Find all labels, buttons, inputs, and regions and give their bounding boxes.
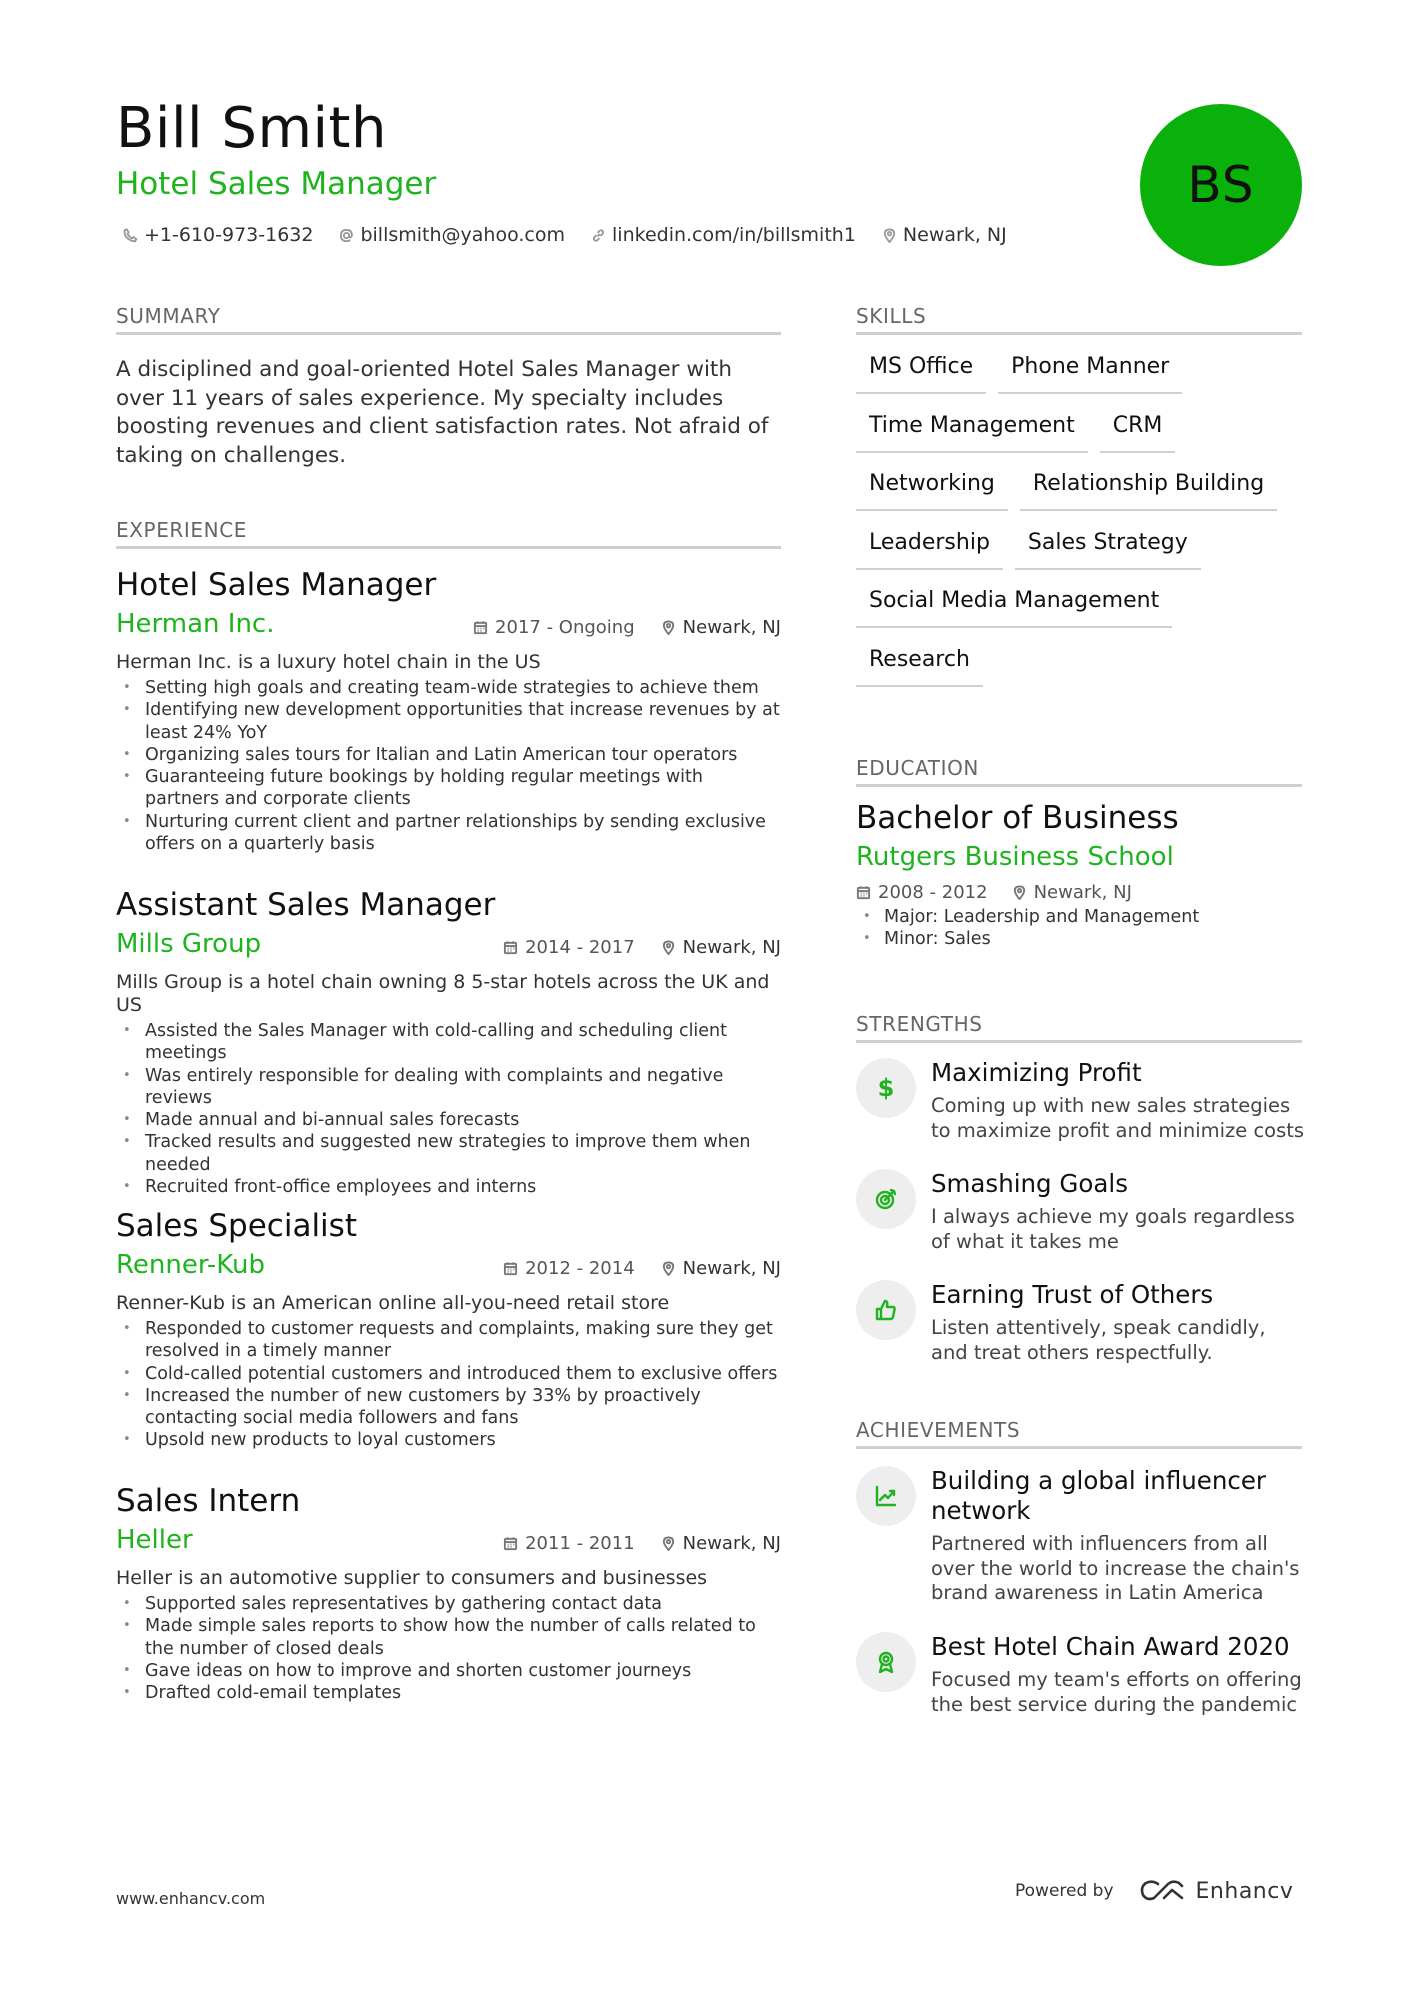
- contact-bar: [123, 224, 1033, 246]
- bullet-item: • Made annual and bi-annual sales forecasts: [116, 1109, 781, 1131]
- education-location: Newark, NJ: [1033, 882, 1132, 903]
- thumbs-up-icon: [856, 1280, 916, 1340]
- strength-item: [856, 1280, 1306, 1365]
- school-name: Rutgers Business School: [856, 842, 1174, 872]
- achievement-text: Focused my team's efforts on offering the best service during the pandemic: [931, 1668, 1302, 1716]
- job-bullets: [116, 1318, 781, 1452]
- calendar-icon: [856, 885, 871, 900]
- skill-tag: Networking: [856, 471, 1008, 511]
- job-dates: 2017 - Ongoing: [495, 617, 635, 638]
- bullet-item: • Recruited front-office employees and interns: [116, 1176, 781, 1198]
- at-icon: [339, 228, 354, 243]
- calendar-icon: [503, 1261, 518, 1276]
- achievement-title: Building a global influencer network: [931, 1466, 1266, 1525]
- footer-website[interactable]: www.enhancv.com: [116, 1889, 266, 1908]
- achievement-title: Best Hotel Chain Award 2020: [931, 1632, 1290, 1661]
- skill-tag: Sales Strategy: [1015, 530, 1201, 570]
- location-pin-icon: [661, 1536, 676, 1551]
- job-location: Newark, NJ: [682, 617, 781, 638]
- strength-text: I always achieve my goals regardless of what it takes me: [931, 1205, 1295, 1253]
- bullet-item: • Guaranteeing future bookings by holding regular meetings with partners and corporate clients: [116, 766, 781, 811]
- skill-tag: CRM: [1100, 413, 1176, 453]
- bullet-item: • Assisted the Sales Manager with cold-calling and scheduling client meetings: [116, 1020, 781, 1065]
- calendar-icon: [503, 1536, 518, 1551]
- phone-text: +1-610-973-1632: [144, 224, 314, 246]
- bullet-item: • Gave ideas on how to improve and shorten customer journeys: [116, 1660, 781, 1682]
- location-pin-icon: [661, 1261, 676, 1276]
- bullet-item: • Setting high goals and creating team-wide strategies to achieve them: [116, 677, 781, 699]
- powered-by-label: Powered by: [1015, 1881, 1114, 1901]
- location-pin-icon: [882, 228, 897, 243]
- bullet-item: • Minor: Sales: [856, 928, 1306, 950]
- job-description: Renner-Kub is an American online all-you-need retail store: [116, 1292, 670, 1314]
- strength-title: Smashing Goals: [931, 1169, 1128, 1198]
- bullet-item: • Increased the number of new customers by 33% by proactively contacting social media followers and fans: [116, 1385, 781, 1430]
- enhancv-logo-icon: [1138, 1878, 1186, 1904]
- job-bullets: [116, 677, 781, 855]
- contact-linkedin[interactable]: [591, 224, 856, 246]
- education-bullets: [856, 906, 1306, 950]
- job-title: Assistant Sales Manager: [116, 887, 496, 923]
- skills-list: [856, 354, 1306, 705]
- achievement-item: [856, 1632, 1306, 1717]
- strength-item: [856, 1058, 1306, 1143]
- location-pin-icon: [661, 620, 676, 635]
- contact-location: [882, 224, 1007, 246]
- job-entry: [116, 1208, 781, 1452]
- candidate-title: Hotel Sales Manager: [116, 166, 437, 202]
- linkedin-text: linkedin.com/in/billsmith1: [612, 224, 856, 246]
- bullet-item: • Responded to customer requests and complaints, making sure they get resolved in a timely manner: [116, 1318, 781, 1363]
- contact-email[interactable]: [339, 224, 565, 246]
- strength-text: Coming up with new sales strategies to maximize profit and minimize costs: [931, 1094, 1305, 1142]
- award-icon: [856, 1632, 916, 1692]
- candidate-name: Bill Smith: [116, 96, 387, 161]
- job-bullets: [116, 1593, 781, 1704]
- bullet-item: • Cold-called potential customers and introduced them to exclusive offers: [116, 1363, 781, 1385]
- skill-tag: Time Management: [856, 413, 1088, 453]
- skill-tag: Research: [856, 647, 983, 687]
- job-entry: [116, 1483, 781, 1704]
- phone-icon: [123, 228, 138, 243]
- target-icon: [856, 1169, 916, 1229]
- dollar-icon: $: [856, 1058, 916, 1118]
- job-location: Newark, NJ: [682, 1258, 781, 1279]
- bullet-item: • Nurturing current client and partner relationships by sending exclusive offers on a quarterly basis: [116, 811, 781, 856]
- skill-tag: Relationship Building: [1020, 471, 1277, 511]
- bullet-item: • Supported sales representatives by gathering contact data: [116, 1593, 781, 1615]
- job-title: Hotel Sales Manager: [116, 567, 437, 603]
- bullet-item: • Tracked results and suggested new strategies to improve them when needed: [116, 1131, 781, 1176]
- contact-phone[interactable]: [123, 224, 313, 246]
- company-name: Renner-Kub: [116, 1250, 265, 1280]
- education-entry: [856, 800, 1306, 950]
- education-dates: 2008 - 2012: [878, 882, 988, 903]
- summary-text: A disciplined and goal-oriented Hotel Sales Manager with over 11 years of sales experience. My specialty includes boosting revenues and client satisfaction rates. Not afraid of taking on challenges.: [116, 357, 769, 468]
- calendar-icon: [473, 620, 488, 635]
- skill-tag: Leadership: [856, 530, 1003, 570]
- job-location: Newark, NJ: [682, 1533, 781, 1554]
- link-icon: [591, 228, 606, 243]
- achievement-text: Partnered with influencers from all over the world to increase the chain's brand awareness in Latin America: [931, 1532, 1300, 1604]
- achievements-heading: ACHIEVEMENTS: [856, 1418, 1302, 1449]
- bullet-item: • Drafted cold-email templates: [116, 1682, 781, 1704]
- bullet-item: • Major: Leadership and Management: [856, 906, 1306, 928]
- bullet-item: • Identifying new development opportunities that increase revenues by at least 24% YoY: [116, 699, 781, 744]
- job-dates: 2014 - 2017: [525, 937, 635, 958]
- job-description: Herman Inc. is a luxury hotel chain in the US: [116, 651, 541, 673]
- job-description: Mills Group is a hotel chain owning 8 5-star hotels across the UK and US: [116, 971, 770, 1016]
- education-heading: EDUCATION: [856, 756, 1302, 787]
- skills-heading: SKILLS: [856, 304, 1302, 335]
- job-entry: [116, 567, 781, 855]
- skill-tag: Social Media Management: [856, 588, 1172, 628]
- experience-heading: EXPERIENCE: [116, 518, 781, 549]
- company-name: Herman Inc.: [116, 609, 275, 639]
- brand-name: Enhancv: [1195, 1878, 1294, 1904]
- degree-title: Bachelor of Business: [856, 800, 1179, 836]
- location-text: Newark, NJ: [902, 224, 1007, 246]
- calendar-icon: [503, 940, 518, 955]
- job-entry: [116, 887, 781, 1198]
- bullet-item: • Upsold new products to loyal customers: [116, 1429, 781, 1451]
- job-description: Heller is an automotive supplier to consumers and businesses: [116, 1567, 708, 1589]
- email-text: billsmith@yahoo.com: [360, 224, 566, 246]
- strength-title: Maximizing Profit: [931, 1058, 1142, 1087]
- skill-tag: MS Office: [856, 354, 986, 394]
- enhancv-logo[interactable]: [1138, 1878, 1294, 1904]
- bullet-item: • Made simple sales reports to show how the number of calls related to the number of closed deals: [116, 1615, 781, 1660]
- job-title: Sales Intern: [116, 1483, 301, 1519]
- strength-item: [856, 1169, 1306, 1254]
- summary-heading: SUMMARY: [116, 304, 781, 335]
- bullet-item: • Was entirely responsible for dealing with complaints and negative reviews: [116, 1065, 781, 1110]
- avatar-initials: BS: [1140, 104, 1302, 266]
- chart-line-icon: [856, 1466, 916, 1526]
- strength-text: Listen attentively, speak candidly, and treat others respectfully.: [931, 1316, 1266, 1364]
- skill-tag: Phone Manner: [998, 354, 1182, 394]
- job-dates: 2012 - 2014: [525, 1258, 635, 1279]
- strength-title: Earning Trust of Others: [931, 1280, 1214, 1309]
- job-title: Sales Specialist: [116, 1208, 357, 1244]
- company-name: Heller: [116, 1525, 193, 1555]
- location-pin-icon: [661, 940, 676, 955]
- job-location: Newark, NJ: [682, 937, 781, 958]
- company-name: Mills Group: [116, 929, 262, 959]
- job-dates: 2011 - 2011: [525, 1533, 635, 1554]
- footer-branding[interactable]: [1015, 1878, 1293, 1904]
- strengths-heading: STRENGTHS: [856, 1012, 1302, 1043]
- achievement-item: [856, 1466, 1306, 1606]
- bullet-item: • Organizing sales tours for Italian and Latin American tour operators: [116, 744, 781, 766]
- job-bullets: [116, 1020, 781, 1198]
- location-pin-icon: [1012, 885, 1027, 900]
